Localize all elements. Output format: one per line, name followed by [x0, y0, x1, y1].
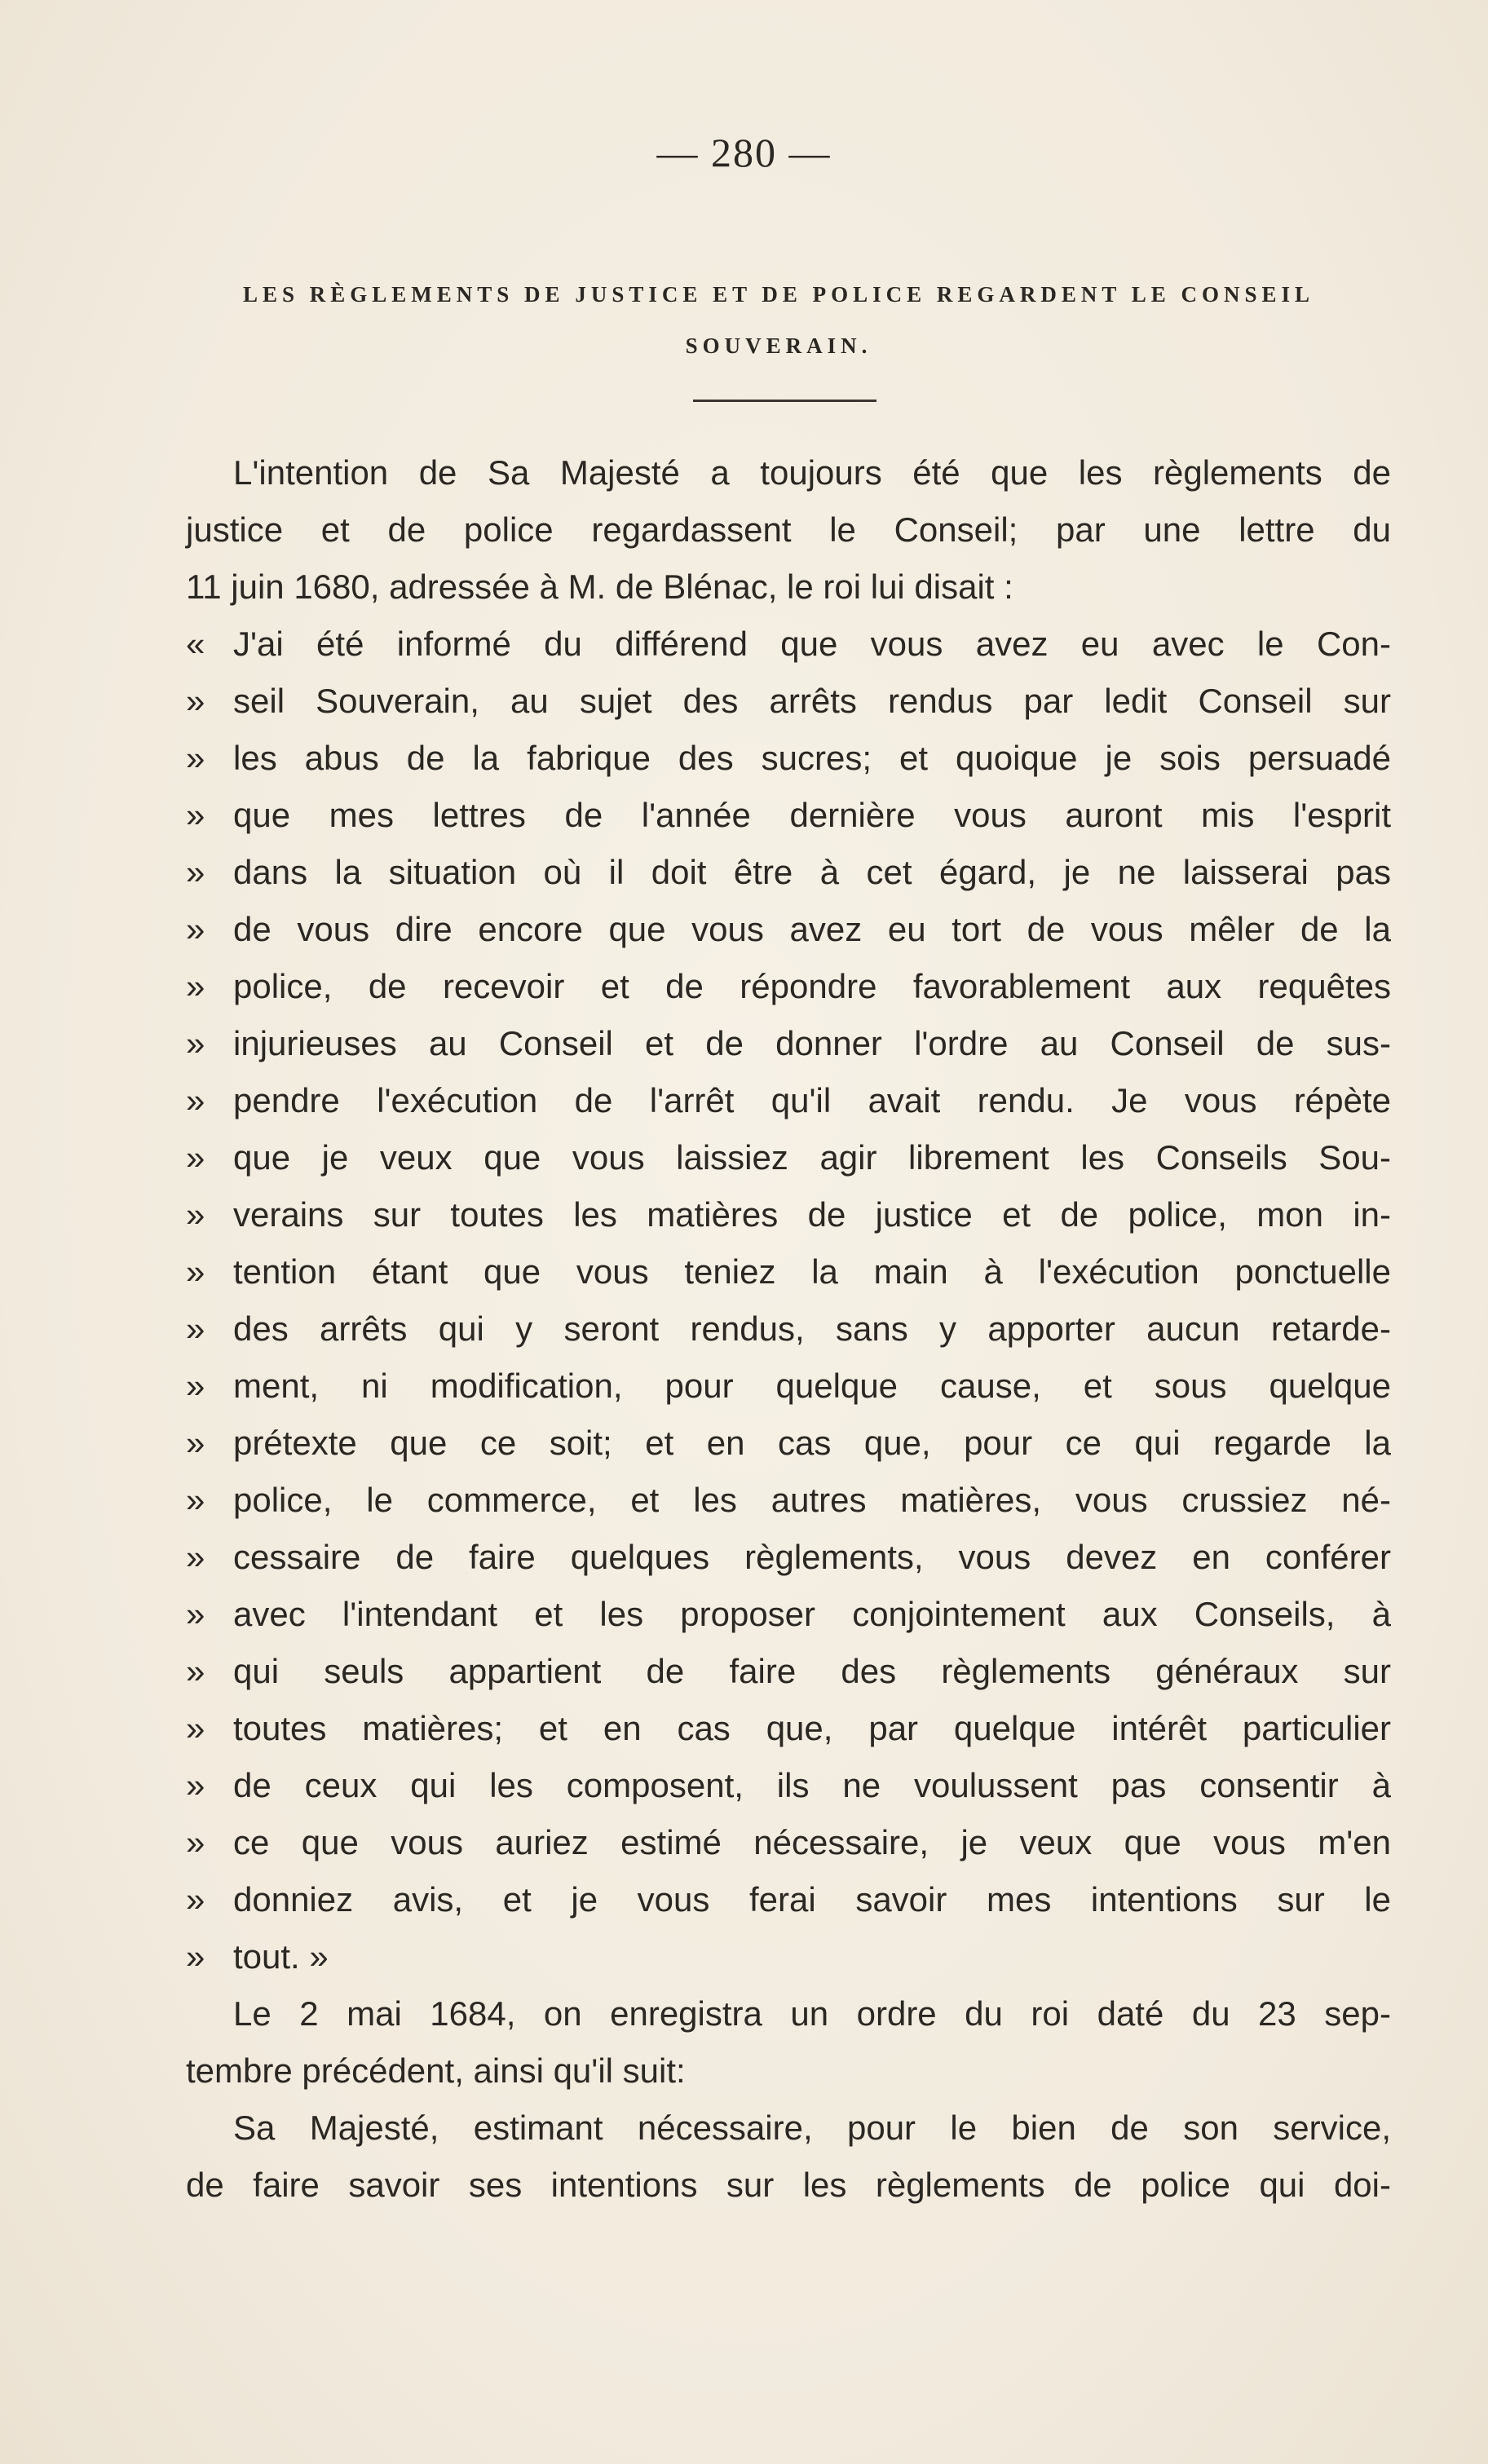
- text-line: [186, 1072, 1391, 1129]
- text-line: [186, 616, 1391, 673]
- body-text: [186, 444, 1391, 2214]
- text-line: [186, 1928, 1391, 1985]
- line-text: dans la situation où il doit être à cet égard, je ne laisserai pas: [233, 853, 1391, 891]
- line-text: pendre l'exécution de l'arrêt qu'il avait rendu. Je vous répète: [233, 1081, 1391, 1119]
- quote-mark: »: [186, 1766, 205, 1804]
- text-line: [186, 673, 1391, 730]
- section-heading-line-1: LES RÈGLEMENTS DE JUSTICE ET DE POLICE REGARDENT LE CONSEIL: [242, 282, 1315, 307]
- text-line: [186, 787, 1391, 844]
- quote-mark: »: [186, 682, 205, 720]
- line-text: 11 juin 1680, adressée à M. de Blénac, le roi lui disait :: [186, 567, 1013, 606]
- text-line: [186, 1814, 1391, 1871]
- line-text: donniez avis, et je vous ferai savoir mes intentions sur le: [233, 1880, 1391, 1919]
- text-line: [186, 501, 1391, 559]
- quote-mark: »: [186, 1709, 205, 1747]
- quote-mark: »: [186, 853, 205, 891]
- quote-mark: »: [186, 1195, 205, 1234]
- line-text: justice et de police regardassent le Conseil; par une lettre du: [186, 510, 1391, 549]
- line-text: ce que vous auriez estimé nécessaire, je veux que vous m'en: [233, 1823, 1391, 1861]
- text-line: [186, 1300, 1391, 1358]
- quote-mark: »: [186, 796, 205, 834]
- text-line: [186, 2042, 1391, 2100]
- text-line: [186, 444, 1391, 501]
- quote-mark: »: [186, 1823, 205, 1861]
- line-text: L'intention de Sa Majesté a toujours été que les règlements de: [233, 453, 1391, 492]
- quote-mark: »: [186, 1481, 205, 1519]
- quote-mark: »: [186, 1652, 205, 1690]
- text-line: [186, 1186, 1391, 1243]
- quote-mark: »: [186, 1024, 205, 1062]
- text-line: [186, 1643, 1391, 1700]
- quote-mark: »: [186, 1081, 205, 1119]
- text-line: [186, 1129, 1391, 1186]
- line-text: que mes lettres de l'année dernière vous auront mis l'esprit: [233, 796, 1391, 834]
- text-line: [186, 958, 1391, 1015]
- quote-mark: »: [186, 910, 205, 948]
- line-text: prétexte que ce soit; et en cas que, pour ce qui regarde la: [233, 1424, 1391, 1462]
- line-text: de ceux qui les composent, ils ne voulussent pas consentir à: [233, 1766, 1391, 1804]
- quote-mark: »: [186, 1880, 205, 1919]
- line-text: ment, ni modification, pour quelque cause, et sous quelque: [233, 1367, 1391, 1405]
- line-text: qui seuls appartient de faire des règlements généraux sur: [233, 1652, 1391, 1690]
- quote-mark: »: [186, 1424, 205, 1462]
- line-text: Sa Majesté, estimant nécessaire, pour le bien de son service,: [233, 2109, 1391, 2147]
- line-text: verains sur toutes les matières de justice et de police, mon in-: [233, 1195, 1391, 1234]
- quote-mark: »: [186, 1595, 205, 1633]
- page-number: — 280 —: [656, 130, 832, 175]
- text-line: [186, 559, 1391, 616]
- line-text: Le 2 mai 1684, on enregistra un ordre du roi daté du 23 sep-: [233, 1994, 1391, 2033]
- line-text: les abus de la fabrique des sucres; et quoique je sois persuadé: [233, 739, 1391, 777]
- text-line: [186, 844, 1391, 901]
- line-text: J'ai été informé du différend que vous avez eu avec le Con-: [233, 625, 1391, 663]
- text-line: [186, 1472, 1391, 1529]
- line-text: des arrêts qui y seront rendus, sans y apporter aucun retarde-: [233, 1309, 1391, 1348]
- line-text: de vous dire encore que vous avez eu tort de vous mêler de la: [233, 910, 1391, 948]
- line-text: avec l'intendant et les proposer conjointement aux Conseils, à: [233, 1595, 1391, 1633]
- text-line: [186, 2157, 1391, 2214]
- quote-mark: »: [186, 739, 205, 777]
- quote-mark: »: [186, 1309, 205, 1348]
- line-text: seil Souverain, au sujet des arrêts rendus par ledit Conseil sur: [233, 682, 1391, 720]
- quote-mark: »: [186, 967, 205, 1005]
- text-line: [186, 1985, 1391, 2042]
- section-heading: [188, 269, 1370, 372]
- text-line: [186, 1757, 1391, 1814]
- text-line: [186, 730, 1391, 787]
- line-text: police, de recevoir et de répondre favorablement aux requêtes: [233, 967, 1391, 1005]
- line-text: tout. »: [233, 1937, 329, 1976]
- line-text: cessaire de faire quelques règlements, vous devez en conférer: [233, 1538, 1391, 1576]
- line-text: injurieuses au Conseil et de donner l'ordre au Conseil de sus-: [233, 1024, 1391, 1062]
- line-text: que je veux que vous laissiez agir librement les Conseils Sou-: [233, 1138, 1391, 1177]
- text-line: [186, 1415, 1391, 1472]
- text-line: [186, 1529, 1391, 1586]
- text-line: [186, 1243, 1391, 1300]
- quote-mark: »: [186, 1252, 205, 1291]
- text-line: [186, 1015, 1391, 1072]
- text-line: [186, 1358, 1391, 1415]
- line-text: toutes matières; et en cas que, par quelque intérêt particulier: [233, 1709, 1391, 1747]
- line-text: de faire savoir ses intentions sur les règlements de police qui doi-: [186, 2166, 1391, 2204]
- text-line: [186, 1871, 1391, 1928]
- section-heading-line-2: SOUVERAIN.: [685, 333, 872, 358]
- line-text: tembre précédent, ainsi qu'il suit:: [186, 2051, 686, 2090]
- text-line: [186, 1586, 1391, 1643]
- text-line: [186, 901, 1391, 958]
- text-line: [186, 1700, 1391, 1757]
- heading-divider: [693, 400, 876, 402]
- text-line: [186, 2100, 1391, 2157]
- quote-mark: »: [186, 1538, 205, 1576]
- line-text: tention étant que vous teniez la main à l'exécution ponctuelle: [233, 1252, 1391, 1291]
- quote-mark: «: [186, 625, 205, 663]
- quote-mark: »: [186, 1937, 205, 1976]
- quote-mark: »: [186, 1367, 205, 1405]
- line-text: police, le commerce, et les autres matières, vous crussiez né-: [233, 1481, 1391, 1519]
- quote-mark: »: [186, 1138, 205, 1177]
